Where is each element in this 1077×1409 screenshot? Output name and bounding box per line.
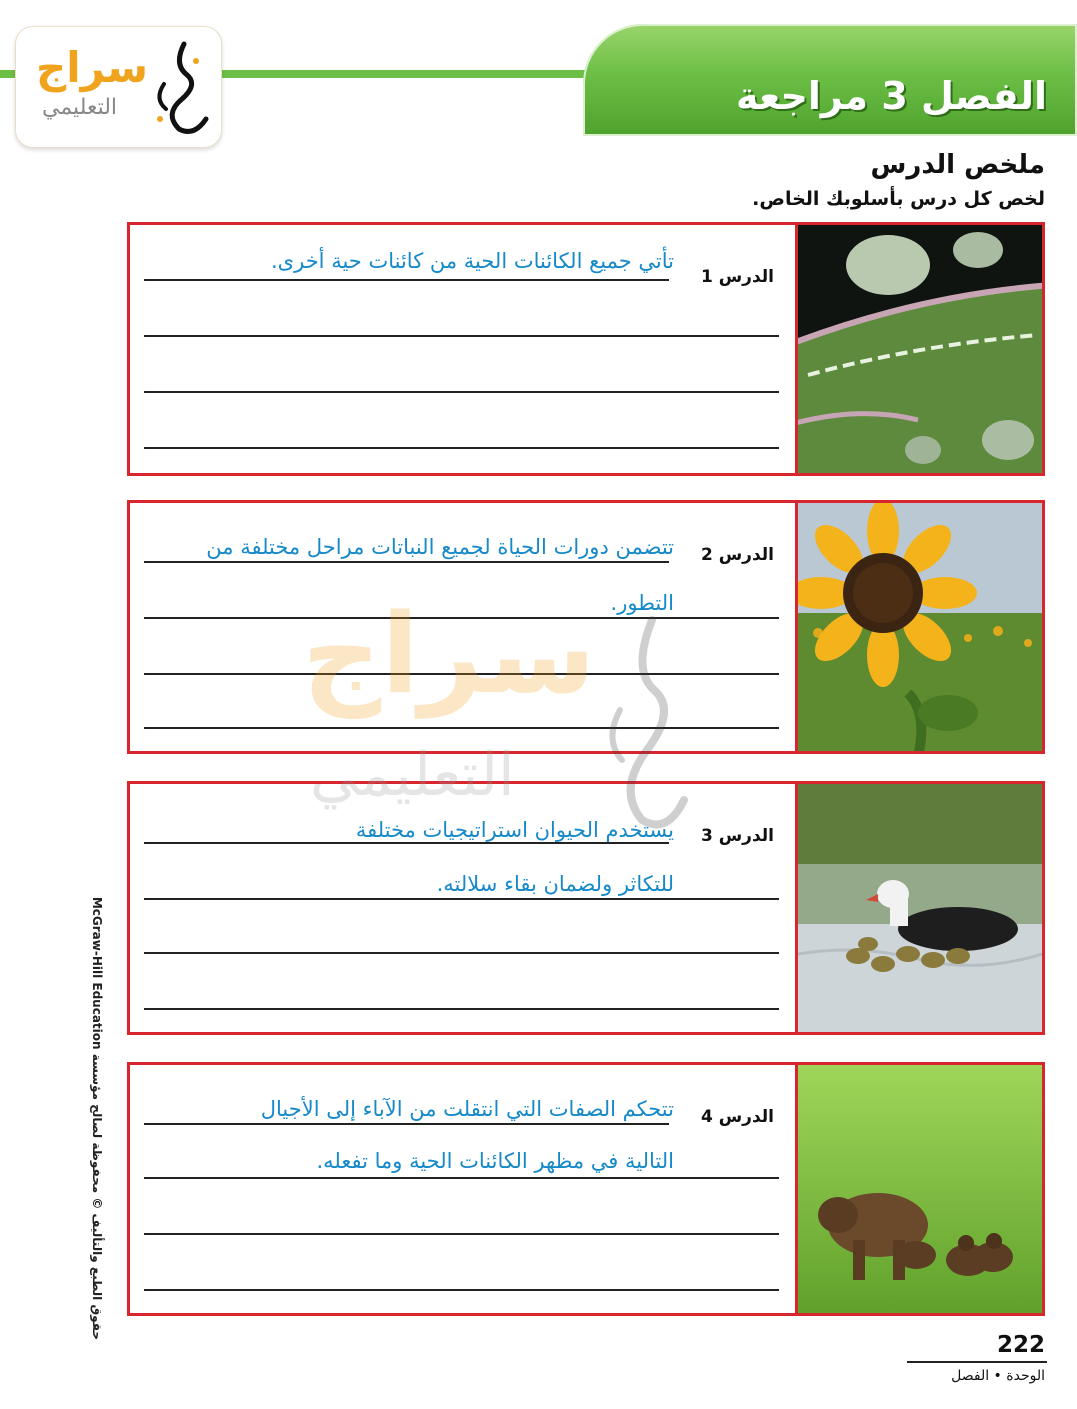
answer-line [144, 561, 669, 563]
logo-word: سراج [36, 43, 149, 92]
answer-line [144, 1008, 779, 1010]
lesson-label: الدرس 4 [700, 1107, 774, 1127]
lesson-label: الدرس 2 [700, 545, 774, 565]
answer-line [144, 1289, 779, 1291]
chapter-banner [583, 24, 1077, 136]
sunflower-photo [795, 503, 1042, 751]
answer-line [144, 898, 779, 900]
answer-line [144, 1177, 779, 1179]
answer-line [144, 1233, 779, 1235]
lesson-label: الدرس 3 [700, 826, 774, 846]
calligraphy-icon [144, 39, 214, 139]
siraj-logo [15, 26, 222, 148]
lesson-box-3 [127, 781, 1045, 1035]
page-number: 222 [996, 1332, 1045, 1358]
copyright-note: حقوق الطبع والتأليف © محفوظة لصالح مؤسسة McGraw-Hill Education [90, 896, 104, 1340]
lesson-answer-line: تتضمن دورات الحياة لجميع النباتات مراحل مختلفة من [206, 535, 674, 559]
lesson-label: الدرس 1 [700, 267, 774, 287]
answer-line [144, 335, 779, 337]
summary-instruction: لخص كل درس بأسلوبك الخاص. [752, 188, 1045, 210]
answer-line [144, 727, 779, 729]
answer-line [144, 391, 779, 393]
answer-line [144, 617, 779, 619]
answer-line [144, 447, 779, 449]
plant-leaf-photo [795, 225, 1042, 473]
lesson-answer-line: تأتي جميع الكائنات الحية من كائنات حية أخرى. [271, 249, 674, 273]
bears-photo [795, 1065, 1042, 1313]
answer-line [144, 1123, 669, 1125]
lesson-answer-line: التالية في مظهر الكائنات الحية وما تفعله. [316, 1149, 674, 1173]
answer-line [144, 673, 779, 675]
logo-subtitle: التعليمي [42, 95, 118, 120]
footer-text: الوحدة • الفصل [951, 1368, 1045, 1384]
watermark-word: سراج [302, 590, 596, 718]
answer-line [144, 279, 669, 281]
lesson-answer-line: يستخدم الحيوان استراتيجيات مختلفة [355, 818, 674, 842]
answer-line [144, 842, 669, 844]
duck-ducklings-photo [795, 784, 1042, 1032]
lesson-answer-line: للتكاثر ولضمان بقاء سلالته. [436, 872, 674, 896]
lesson-box-1 [127, 222, 1045, 476]
lesson-answer-line: التطور. [610, 591, 674, 615]
chapter-title: الفصل 3 مراجعة [736, 74, 1047, 118]
lesson-box-2 [127, 500, 1045, 754]
watermark-subtitle: التعليمي [310, 740, 515, 810]
lesson-box-4 [127, 1062, 1045, 1316]
answer-line [144, 952, 779, 954]
footer-rule [907, 1361, 1047, 1363]
summary-title: ملخص الدرس [870, 150, 1045, 180]
lesson-answer-line: تتحكم الصفات التي انتقلت من الآباء إلى الأجيال [260, 1097, 674, 1121]
